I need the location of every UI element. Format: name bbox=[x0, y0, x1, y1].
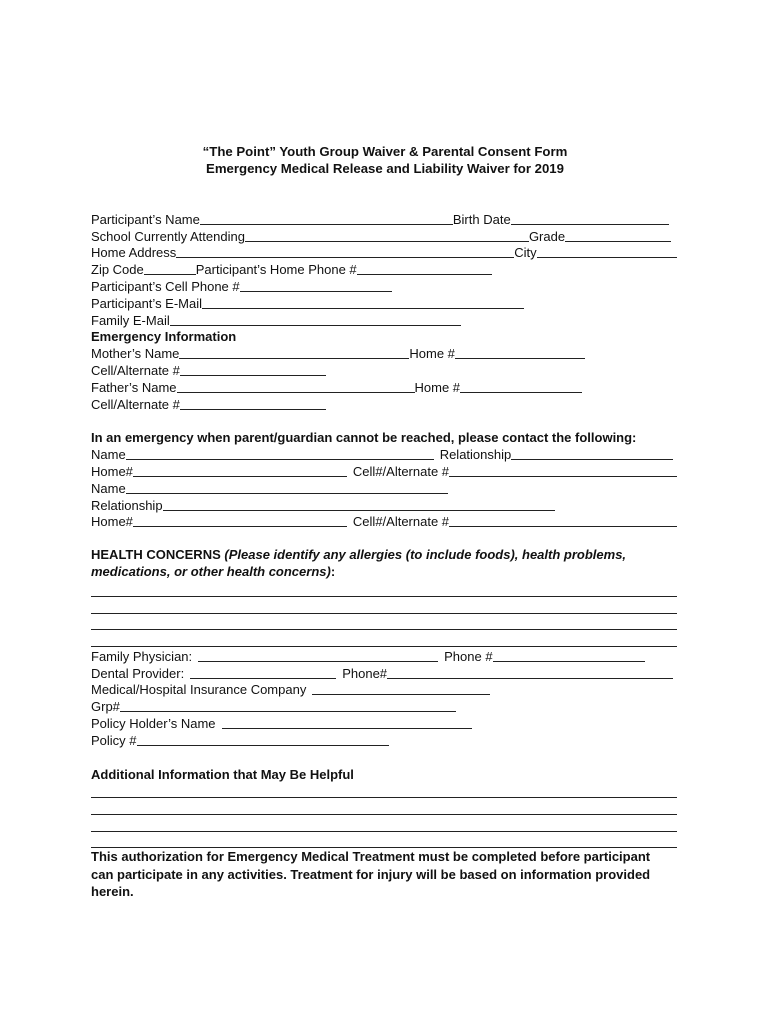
father-row bbox=[91, 378, 677, 395]
contact1-relationship-label: Relationship bbox=[439, 447, 512, 463]
insurance-field[interactable] bbox=[312, 683, 490, 695]
cell-row bbox=[91, 277, 677, 294]
additional-line-2[interactable] bbox=[91, 798, 677, 815]
emergency-contacts-heading: In an emergency when parent/guardian cannot be reached, please contact the following: bbox=[91, 430, 637, 446]
zip-field[interactable] bbox=[144, 263, 196, 275]
grade-label: Grade bbox=[528, 228, 566, 244]
contact1-name-row bbox=[91, 445, 677, 462]
mother-cell-label: Cell/Alternate # bbox=[91, 362, 180, 378]
contact2-cell-field[interactable] bbox=[449, 515, 677, 527]
participant-name-field[interactable] bbox=[200, 213, 453, 225]
contact2-cell-label: Cell#/Alternate # bbox=[352, 514, 450, 530]
contact1-home-field[interactable] bbox=[133, 465, 347, 477]
zip-phone-row bbox=[91, 260, 677, 277]
additional-line-1[interactable] bbox=[91, 782, 677, 799]
health-heading-text: HEALTH CONCERNS bbox=[91, 547, 221, 563]
address-row bbox=[91, 244, 677, 261]
authorization-statement: This authorization for Emergency Medical Treatment must be completed before participant can participate in any activities. Treatment for injury will be based on information provided herein. bbox=[91, 849, 651, 900]
family-email-row bbox=[91, 311, 677, 328]
birth-date-field[interactable] bbox=[511, 213, 669, 225]
physician-row bbox=[91, 647, 677, 664]
mother-cell-row bbox=[91, 361, 677, 378]
mother-cell-field[interactable] bbox=[180, 364, 326, 376]
contact1-home-label: Home# bbox=[91, 463, 133, 479]
additional-line-3[interactable] bbox=[91, 815, 677, 832]
contact1-relationship-field[interactable] bbox=[511, 448, 673, 460]
contact2-home-label: Home# bbox=[91, 514, 133, 530]
contact1-phone-row bbox=[91, 462, 677, 479]
school-row bbox=[91, 227, 677, 244]
participant-name-row bbox=[91, 210, 677, 227]
form-body bbox=[91, 210, 677, 901]
contact2-name-field[interactable] bbox=[126, 482, 448, 494]
family-email-label: Family E-Mail bbox=[91, 312, 170, 328]
father-name-field[interactable] bbox=[177, 381, 415, 393]
contact2-name-label: Name bbox=[91, 480, 126, 496]
address-field[interactable] bbox=[176, 246, 514, 258]
dental-field[interactable] bbox=[190, 667, 336, 679]
father-cell-label: Cell/Alternate # bbox=[91, 396, 180, 412]
father-cell-field[interactable] bbox=[180, 398, 326, 410]
title-line-2: Emergency Medical Release and Liability Waiver for 2019 bbox=[206, 161, 564, 176]
grp-field[interactable] bbox=[120, 700, 456, 712]
contact1-cell-field[interactable] bbox=[449, 465, 677, 477]
dental-phone-field[interactable] bbox=[387, 667, 673, 679]
contact2-relationship-row bbox=[91, 496, 677, 513]
participant-name-label: Participant’s Name bbox=[91, 211, 200, 227]
policy-holder-field[interactable] bbox=[222, 717, 472, 729]
emergency-info-heading: Emergency Information bbox=[91, 329, 237, 345]
health-line-3[interactable] bbox=[91, 614, 677, 631]
mother-home-label: Home # bbox=[409, 346, 455, 362]
title-line-1: “The Point” Youth Group Waiver & Parental Consent Form bbox=[202, 144, 568, 159]
father-home-field[interactable] bbox=[460, 381, 582, 393]
dental-phone-label: Phone# bbox=[342, 665, 388, 681]
insurance-row bbox=[91, 681, 677, 698]
mother-name-field[interactable] bbox=[179, 347, 409, 359]
school-field[interactable] bbox=[245, 230, 529, 242]
mother-home-field[interactable] bbox=[455, 347, 585, 359]
father-home-label: Home # bbox=[414, 379, 461, 395]
dental-row bbox=[91, 664, 677, 681]
additional-heading-row bbox=[91, 765, 677, 782]
contact2-relationship-label: Relationship bbox=[91, 497, 163, 513]
physician-phone-label: Phone # bbox=[444, 648, 493, 664]
birth-date-label: Birth Date bbox=[452, 211, 511, 227]
contact1-cell-label: Cell#/Alternate # bbox=[352, 463, 450, 479]
email-label: Participant’s E-Mail bbox=[91, 295, 203, 311]
family-email-field[interactable] bbox=[170, 314, 461, 326]
city-label: City bbox=[514, 245, 537, 261]
physician-phone-field[interactable] bbox=[493, 650, 645, 662]
form-title bbox=[0, 143, 770, 177]
policy-holder-row bbox=[91, 714, 677, 731]
email-field[interactable] bbox=[202, 297, 524, 309]
health-concerns-heading bbox=[91, 546, 677, 580]
zip-label: Zip Code bbox=[91, 262, 144, 278]
email-row bbox=[91, 294, 677, 311]
physician-field[interactable] bbox=[198, 650, 438, 662]
health-line-2[interactable] bbox=[91, 597, 677, 614]
home-phone-field[interactable] bbox=[357, 263, 492, 275]
additional-heading: Additional Information that May Be Helpful bbox=[91, 766, 354, 782]
contact1-name-label: Name bbox=[91, 447, 126, 463]
mother-row bbox=[91, 344, 677, 361]
contact2-home-field[interactable] bbox=[133, 515, 347, 527]
cell-label: Participant’s Cell Phone # bbox=[91, 278, 240, 294]
contact2-relationship-field[interactable] bbox=[163, 499, 555, 511]
insurance-label: Medical/Hospital Insurance Company bbox=[91, 682, 307, 698]
contact2-phone-row bbox=[91, 513, 677, 530]
grp-row bbox=[91, 697, 677, 714]
cell-field[interactable] bbox=[240, 280, 392, 292]
health-colon: : bbox=[330, 564, 336, 580]
grp-label: Grp# bbox=[91, 699, 120, 715]
contact1-name-field[interactable] bbox=[126, 448, 434, 460]
grade-field[interactable] bbox=[565, 230, 671, 242]
policy-field[interactable] bbox=[137, 734, 389, 746]
additional-line-4[interactable] bbox=[91, 832, 677, 849]
health-instructions-text: (Please identify any allergies (to include foods), health problems, medications, or other health concerns) bbox=[91, 547, 627, 580]
father-cell-row bbox=[91, 395, 677, 412]
contact2-name-row bbox=[91, 479, 677, 496]
address-label: Home Address bbox=[91, 245, 177, 261]
policy-label: Policy # bbox=[91, 732, 137, 748]
physician-label: Family Physician: bbox=[91, 648, 193, 664]
city-field[interactable] bbox=[537, 246, 677, 258]
school-label: School Currently Attending bbox=[91, 228, 245, 244]
emergency-contacts-heading-row bbox=[91, 429, 677, 446]
emergency-info-heading-row bbox=[91, 328, 677, 345]
father-name-label: Father’s Name bbox=[91, 379, 177, 395]
policy-holder-label: Policy Holder’s Name bbox=[91, 716, 216, 732]
dental-label: Dental Provider: bbox=[91, 665, 185, 681]
policy-row bbox=[91, 731, 677, 748]
health-line-1[interactable] bbox=[91, 580, 677, 597]
home-phone-label: Participant’s Home Phone # bbox=[195, 262, 357, 278]
health-line-4[interactable] bbox=[91, 630, 677, 647]
mother-name-label: Mother’s Name bbox=[91, 346, 180, 362]
